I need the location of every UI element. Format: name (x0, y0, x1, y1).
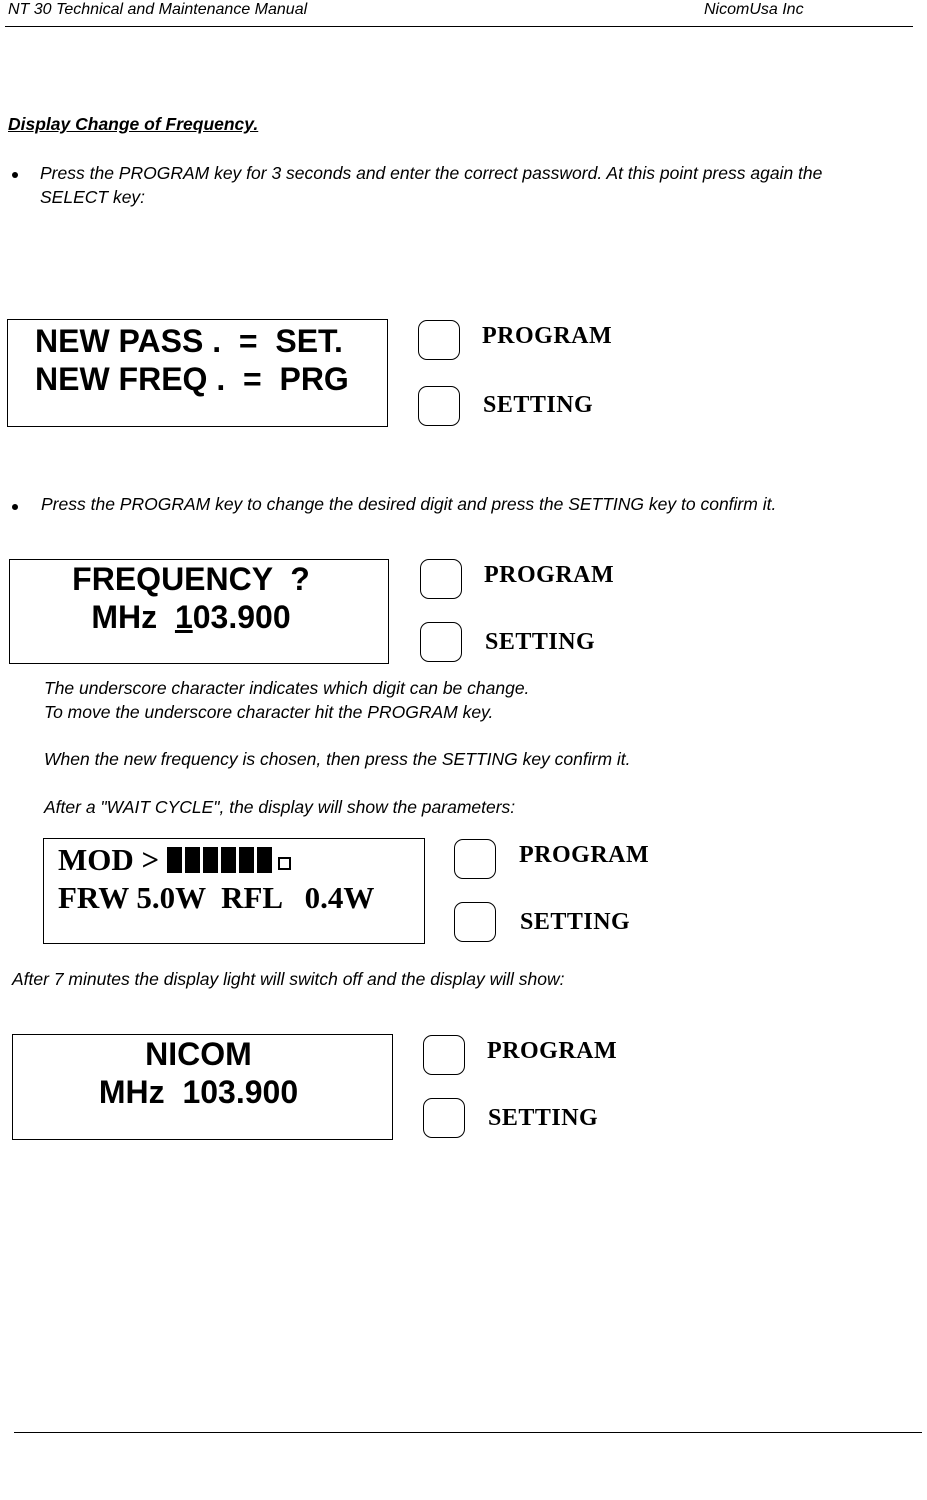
setting-key[interactable] (418, 386, 460, 426)
program-key[interactable] (418, 320, 460, 360)
manual-title: NT 30 Technical and Maintenance Manual (8, 1, 308, 18)
note-underscore: The underscore character indicates which digit can be change. (44, 678, 530, 698)
program-key[interactable] (423, 1035, 465, 1075)
lcd-line-2: FRW 5.0W RFL 0.4W (58, 880, 375, 915)
bar-segment-filled (203, 847, 218, 873)
lcd-display-frequency (9, 559, 389, 664)
lcd-line-1: FREQUENCY ? (72, 561, 310, 597)
bar-segment-filled (185, 847, 200, 873)
section-title: Display Change of Frequency. (8, 114, 259, 134)
note-wait-cycle: After a "WAIT CYCLE", the display will show the parameters: (44, 797, 516, 817)
program-key[interactable] (420, 559, 462, 599)
program-key[interactable] (454, 839, 496, 879)
lcd-display-password (7, 319, 388, 427)
bullet-icon (12, 172, 18, 178)
program-key-label: PROGRAM (484, 562, 615, 588)
setting-key-label: SETTING (520, 909, 631, 935)
program-key-label: PROGRAM (482, 323, 613, 349)
lcd-line-2: NEW FREQ . = PRG (35, 361, 349, 397)
note-move-underscore: To move the underscore character hit the PROGRAM key. (44, 702, 494, 722)
bar-segment-empty (278, 857, 291, 870)
note-confirm: When the new frequency is chosen, then press the SETTING key confirm it. (44, 749, 631, 769)
setting-key-label: SETTING (483, 392, 594, 418)
step-1-line-1: Press the PROGRAM key for 3 seconds and enter the correct password. At this point press again the (40, 163, 823, 183)
header-rule (5, 26, 913, 27)
setting-key[interactable] (454, 902, 496, 942)
company-name: NicomUsa Inc (704, 1, 804, 18)
frequency-suffix: 03.900 (192, 599, 291, 635)
lcd-display-parameters (43, 838, 425, 944)
frequency-prefix: MHz (91, 599, 175, 635)
lcd-line-1 (58, 841, 424, 879)
setting-key-label: SETTING (488, 1105, 599, 1131)
selected-digit: 1 (174, 599, 193, 635)
footer-rule (14, 1432, 922, 1433)
setting-key[interactable] (420, 622, 462, 662)
bullet-icon (12, 504, 18, 510)
program-key-label: PROGRAM (519, 842, 650, 868)
step-1-line-2: SELECT key: (40, 187, 146, 207)
bar-segment-filled (257, 847, 272, 873)
setting-key-label: SETTING (485, 629, 596, 655)
lcd-line-2: MHz 103.900 (98, 1074, 299, 1110)
bar-segment-filled (221, 847, 236, 873)
modulation-bar-meter (167, 842, 291, 877)
setting-key[interactable] (423, 1098, 465, 1138)
lcd-line-1: NEW PASS . = SET. (35, 323, 343, 359)
bar-segment-filled (167, 847, 182, 873)
step-2-text: Press the PROGRAM key to change the desired digit and press the SETTING key to confirm it. (41, 494, 777, 514)
program-key-label: PROGRAM (487, 1038, 618, 1064)
lcd-display-nicom (12, 1034, 393, 1140)
bar-segment-filled (239, 847, 254, 873)
modulation-label: MOD > (58, 842, 160, 877)
lcd-line-2 (10, 598, 388, 636)
lcd-line-1: NICOM (145, 1036, 252, 1072)
note-display-off: After 7 minutes the display light will switch off and the display will show: (12, 969, 565, 989)
